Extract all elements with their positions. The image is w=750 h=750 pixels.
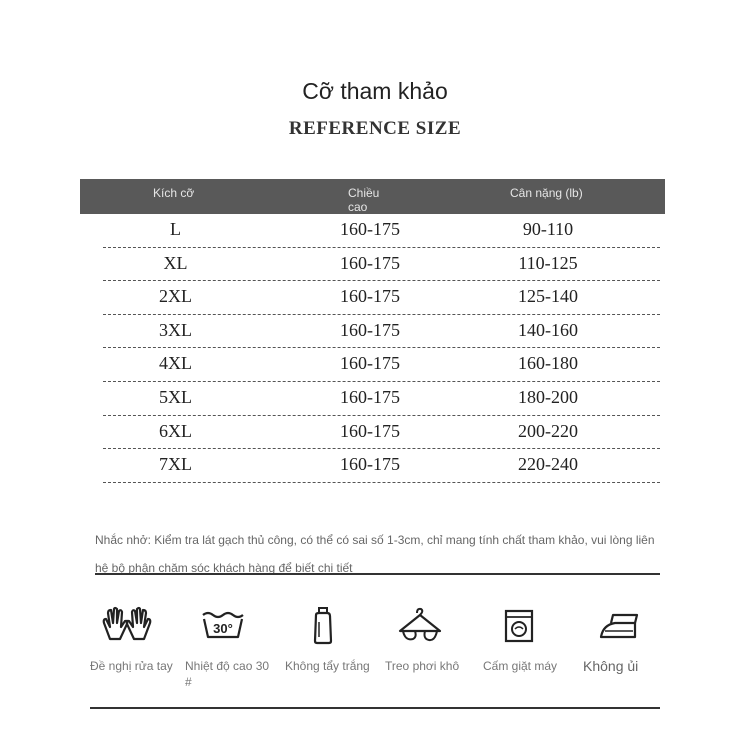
table-row	[103, 315, 660, 349]
cell-size: 7XL	[159, 454, 192, 475]
cell-size: 3XL	[159, 319, 192, 340]
column-header-height: Chiều cao	[348, 186, 380, 214]
cell-size: 4XL	[159, 353, 192, 374]
care-label: Không tẩy trắng	[285, 659, 370, 673]
no-bleach-icon	[303, 605, 343, 647]
cell-height: 160-175	[340, 386, 400, 407]
cell-size: 5XL	[159, 386, 192, 407]
divider	[95, 573, 660, 575]
cell-size: 2XL	[159, 286, 192, 307]
cell-height: 160-175	[340, 286, 400, 307]
care-label: Đề nghị rửa tay	[90, 659, 173, 673]
hand-wash-icon	[98, 605, 158, 645]
care-label: Không ủi	[583, 658, 639, 674]
table-row	[103, 382, 660, 416]
column-header-weight: Cân nặng (lb)	[510, 186, 583, 200]
cell-weight: 125-140	[518, 286, 578, 307]
no-machine-dry-icon	[499, 605, 539, 645]
cell-size: 6XL	[159, 420, 192, 441]
cell-height: 160-175	[340, 353, 400, 374]
table-row	[103, 416, 660, 450]
cell-height: 160-175	[340, 454, 400, 475]
cell-height: 160-175	[340, 319, 400, 340]
wash-temp: 30°	[213, 621, 233, 636]
care-label: Cấm giặt máy	[483, 659, 558, 673]
cell-size: L	[170, 219, 181, 239]
table-row	[103, 281, 660, 315]
page-title: Cỡ tham khảo	[302, 78, 448, 104]
table-row	[103, 214, 660, 248]
care-label: Treo phơi khô	[385, 659, 460, 673]
care-instructions	[88, 600, 668, 700]
cell-weight: 200-220	[518, 420, 578, 441]
hang-dry-icon	[395, 605, 445, 645]
table-row	[103, 348, 660, 382]
cell-weight: 160-180	[518, 353, 578, 374]
cell-weight: 220-240	[518, 454, 578, 475]
table-row	[103, 449, 660, 483]
cell-height: 160-175	[340, 252, 400, 273]
size-table	[103, 214, 660, 483]
no-iron-icon	[593, 605, 643, 645]
column-header-size: Kích cỡ	[153, 186, 195, 200]
cell-weight: 110-125	[518, 252, 578, 273]
page-subtitle: REFERENCE SIZE	[288, 118, 462, 139]
cell-weight: 90-110	[522, 219, 574, 239]
wash-30-icon	[198, 605, 248, 645]
size-note: Nhắc nhở: Kiểm tra lát gạch thủ công, có thể có sai số 1-3cm, chỉ mang tính chất tham khảo, vui lòng liên hệ bộ phận chăm sóc khách hàng để biết chi tiết	[95, 533, 655, 575]
cell-size: XL	[163, 252, 188, 273]
table-header	[80, 179, 665, 214]
divider	[90, 707, 660, 709]
cell-weight: 140-160	[518, 319, 578, 340]
cell-height: 160-175	[340, 219, 400, 239]
care-label: Nhiệt độ cao 30 #	[185, 659, 270, 689]
cell-height: 160-175	[340, 420, 400, 441]
table-row	[103, 248, 660, 282]
cell-weight: 180-200	[518, 386, 578, 407]
